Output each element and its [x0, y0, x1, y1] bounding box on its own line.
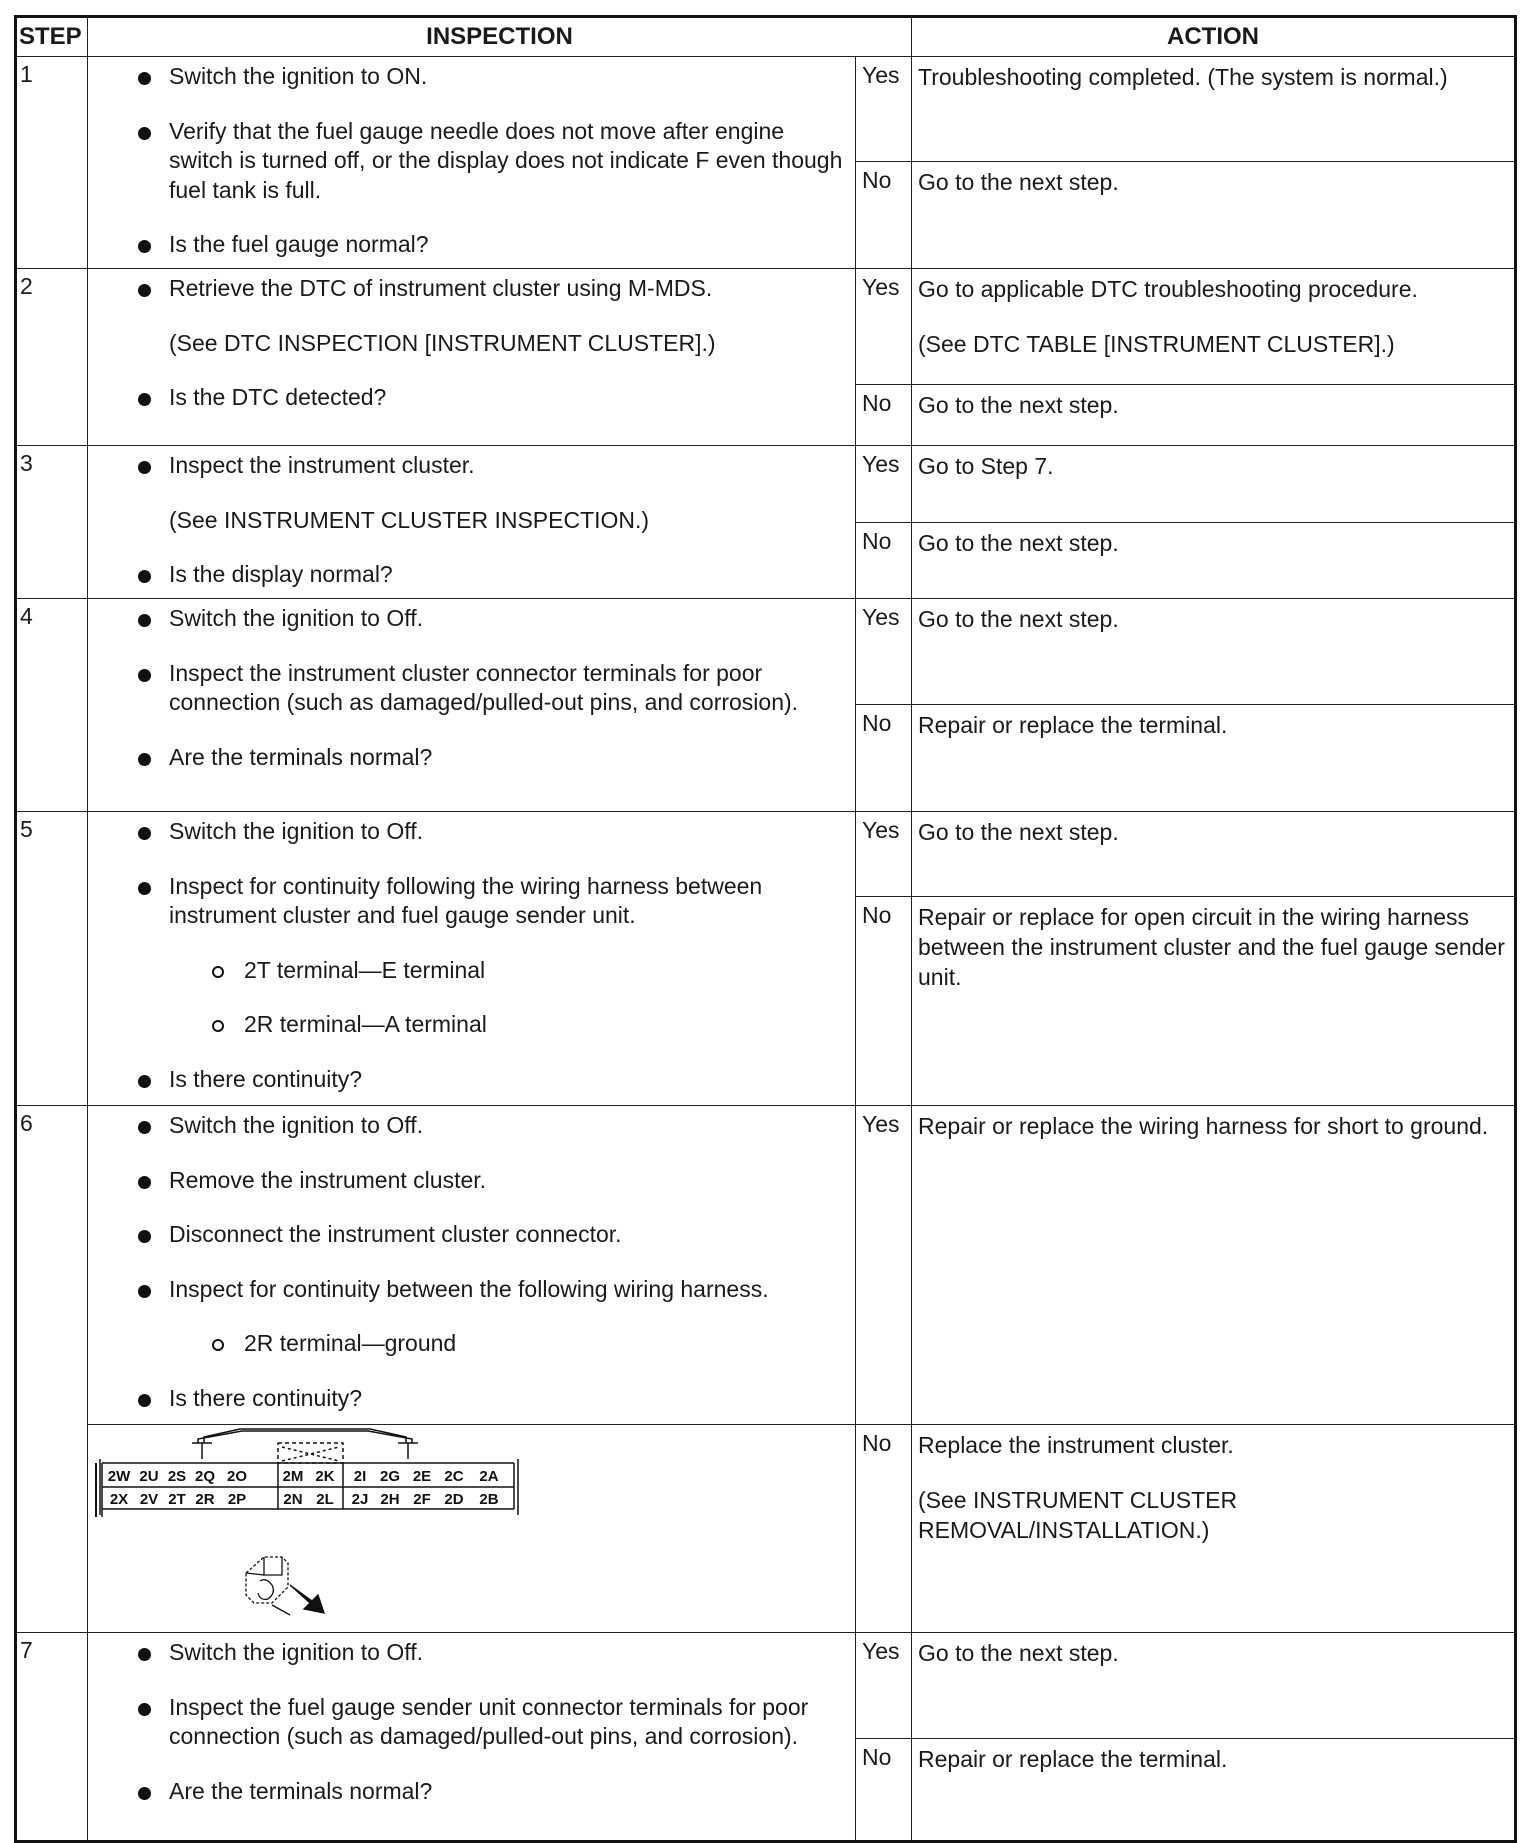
- no-label: No: [856, 1739, 912, 1842]
- step-number: 7: [16, 1633, 88, 1842]
- step-column-header: STEP: [16, 17, 88, 57]
- inspection-item: Is there continuity?: [88, 1384, 855, 1414]
- step-1-yes-row: [16, 57, 1516, 162]
- step-number: 5: [16, 812, 88, 1106]
- action-text: Go to the next step.: [918, 606, 1119, 632]
- inspection-item: Inspect the instrument cluster connector terminals for poor connection (such as damaged/pulled-out pins, and corrosion).: [88, 659, 855, 718]
- step-4-yes-row: [16, 599, 1516, 705]
- inspection-list: [88, 269, 855, 413]
- no-action: [912, 1425, 1516, 1633]
- connector-pin-2n: 2N: [283, 1491, 303, 1508]
- connector-pin-2e: 2E: [412, 1468, 432, 1485]
- connector-pin-2v: 2V: [139, 1491, 159, 1508]
- connector-pin-2f: 2F: [413, 1491, 431, 1508]
- action-text: Go to the next step.: [918, 819, 1119, 845]
- connector-pin-2s: 2S: [167, 1468, 187, 1485]
- connector-diagram-cell: [88, 1425, 856, 1633]
- inspection-item: Disconnect the instrument cluster connector.: [88, 1220, 855, 1250]
- inspection-list: [88, 1633, 855, 1806]
- connector-pin-2m: 2M: [282, 1468, 304, 1485]
- inspection-list: [88, 1106, 855, 1413]
- yes-action: [912, 1633, 1516, 1739]
- yes-label: Yes: [856, 269, 912, 385]
- inspection-item: Switch the ignition to ON.: [88, 62, 855, 92]
- action-text: Repair or replace the terminal.: [918, 712, 1228, 738]
- inspection-item: Is the DTC detected?: [88, 383, 855, 413]
- yes-label: Yes: [856, 57, 912, 162]
- connector-pin-2c: 2C: [444, 1468, 464, 1485]
- step-number: 6: [16, 1106, 88, 1633]
- action-text: Go to the next step.: [918, 392, 1119, 418]
- connector-pin-2k: 2K: [315, 1468, 335, 1485]
- connector-pin-2g: 2G: [379, 1468, 401, 1485]
- connector-pin-2l: 2L: [316, 1491, 334, 1508]
- step-2-yes-row: [16, 269, 1516, 385]
- inspection-item: Remove the instrument cluster.: [88, 1166, 855, 1196]
- inspection-item: Switch the ignition to Off.: [88, 1111, 855, 1141]
- action-column-header: ACTION: [912, 17, 1516, 57]
- connector-pin-2a: 2A: [479, 1468, 499, 1485]
- connector-pin-2p: 2P: [227, 1491, 247, 1508]
- connector-pin-2j: 2J: [351, 1491, 369, 1508]
- inspection-cell: [88, 57, 856, 269]
- yes-label: Yes: [856, 446, 912, 523]
- inspection-cell: [88, 269, 856, 446]
- step-5-yes-row: [16, 812, 1516, 897]
- connector-pin-2x: 2X: [109, 1491, 129, 1508]
- connector-diagram: [92, 1425, 532, 1625]
- step-number: 1: [16, 57, 88, 269]
- harness-side-view-icon: [246, 1557, 324, 1615]
- inspection-item: Inspect for continuity between the following wiring harness.: [88, 1275, 855, 1305]
- step-6-no-row: [16, 1425, 1516, 1633]
- inspection-item: Inspect the fuel gauge sender unit connector terminals for poor connection (such as damaged/pulled-out pins, and corrosion).: [88, 1693, 855, 1752]
- connector-pin-2h: 2H: [380, 1491, 400, 1508]
- inspection-cell: [88, 1633, 856, 1842]
- no-action: [912, 705, 1516, 812]
- no-label: No: [856, 523, 912, 599]
- inspection-item: Verify that the fuel gauge needle does not move after engine switch is turned off, or the display does not indicate F even though fuel tank is full.: [88, 117, 855, 206]
- action-text: Repair or replace the wiring harness for short to ground.: [918, 1113, 1489, 1139]
- inspection-subitem: 2T terminal—E terminal: [88, 956, 855, 986]
- yes-action: [912, 1106, 1516, 1425]
- inspection-item: Inspect the instrument cluster.: [88, 451, 855, 481]
- step-6-yes-row: [16, 1106, 1516, 1425]
- connector-top-row: [108, 1468, 499, 1485]
- yes-action: [912, 812, 1516, 897]
- inspection-item: Inspect for continuity following the wiring harness between instrument cluster and fuel gauge sender unit.: [88, 872, 855, 931]
- inspection-reference: (See DTC INSPECTION [INSTRUMENT CLUSTER].): [169, 329, 716, 356]
- inspection-reference: (See INSTRUMENT CLUSTER INSPECTION.): [169, 506, 650, 533]
- action-reference: (See INSTRUMENT CLUSTER REMOVAL/INSTALLATION.): [918, 1487, 1238, 1543]
- yes-action: [912, 269, 1516, 385]
- connector-pin-2r: 2R: [195, 1491, 215, 1508]
- action-text: Go to the next step.: [918, 169, 1119, 195]
- yes-label: Yes: [856, 1633, 912, 1739]
- connector-pin-2i: 2I: [353, 1468, 367, 1485]
- inspection-subitem: 2R terminal—A terminal: [88, 1010, 855, 1040]
- connector-pin-2d: 2D: [444, 1491, 464, 1508]
- inspection-item: Switch the ignition to Off.: [88, 604, 855, 634]
- inspection-subitem: 2R terminal—ground: [88, 1329, 855, 1359]
- inspection-item: Switch the ignition to Off.: [88, 817, 855, 847]
- inspection-cell: [88, 812, 856, 1106]
- inspection-item: Is the fuel gauge normal?: [88, 230, 855, 260]
- yes-label: Yes: [856, 1106, 912, 1425]
- inspection-item: Is the display normal?: [88, 560, 855, 590]
- step-3-yes-row: [16, 446, 1516, 523]
- no-action: [912, 1739, 1516, 1842]
- step-number: 4: [16, 599, 88, 812]
- action-text: Go to the next step.: [918, 530, 1119, 556]
- inspection-item: Switch the ignition to Off.: [88, 1638, 855, 1668]
- inspection-cell: [88, 599, 856, 812]
- header-row: [16, 17, 1516, 57]
- inspection-item: Are the terminals normal?: [88, 743, 855, 773]
- yes-action: [912, 599, 1516, 705]
- action-text: Troubleshooting completed. (The system is normal.): [918, 64, 1448, 90]
- no-action: [912, 523, 1516, 599]
- yes-action: [912, 57, 1516, 162]
- no-label: No: [856, 705, 912, 812]
- no-label: No: [856, 162, 912, 269]
- inspection-column-header: INSPECTION: [88, 17, 912, 57]
- step-7-yes-row: [16, 1633, 1516, 1739]
- yes-label: Yes: [856, 599, 912, 705]
- action-reference: (See DTC TABLE [INSTRUMENT CLUSTER].): [918, 331, 1395, 357]
- no-action: [912, 385, 1516, 446]
- inspection-cell: [88, 1106, 856, 1425]
- inspection-item: Retrieve the DTC of instrument cluster using M-MDS.: [88, 274, 855, 304]
- no-action: [912, 897, 1516, 1106]
- no-label: No: [856, 385, 912, 446]
- no-action: [912, 162, 1516, 269]
- inspection-list: [88, 446, 855, 590]
- connector-bottom-row: [110, 1491, 499, 1508]
- connector-pin-2u: 2U: [139, 1468, 159, 1485]
- step-number: 3: [16, 446, 88, 599]
- connector-lock-tab: [192, 1429, 418, 1463]
- step-number: 2: [16, 269, 88, 446]
- yes-label: Yes: [856, 812, 912, 897]
- action-text: Go to the next step.: [918, 1640, 1119, 1666]
- action-text: Go to applicable DTC troubleshooting procedure.: [918, 276, 1418, 302]
- connector-pin-2q: 2Q: [194, 1468, 216, 1485]
- connector-pin-2b: 2B: [479, 1491, 499, 1508]
- action-text: Repair or replace the terminal.: [918, 1746, 1228, 1772]
- connector-pin-2w: 2W: [107, 1468, 131, 1485]
- inspection-list: [88, 812, 855, 1094]
- action-text: Go to Step 7.: [918, 453, 1054, 479]
- inspection-list: [88, 57, 855, 260]
- inspection-item: Is there continuity?: [88, 1065, 855, 1095]
- inspection-cell: [88, 446, 856, 599]
- action-text: Replace the instrument cluster.: [918, 1432, 1234, 1458]
- action-text: Repair or replace for open circuit in the wiring harness between the instrument cluster and the fuel gauge sender unit.: [918, 904, 1505, 990]
- inspection-list: [88, 599, 855, 772]
- connector-pin-2t: 2T: [168, 1491, 186, 1508]
- troubleshooting-table: [14, 15, 1517, 1843]
- no-label: No: [856, 1425, 912, 1633]
- inspection-item: Are the terminals normal?: [88, 1777, 855, 1807]
- connector-pin-2o: 2O: [226, 1468, 248, 1485]
- no-label: No: [856, 897, 912, 1106]
- yes-action: [912, 446, 1516, 523]
